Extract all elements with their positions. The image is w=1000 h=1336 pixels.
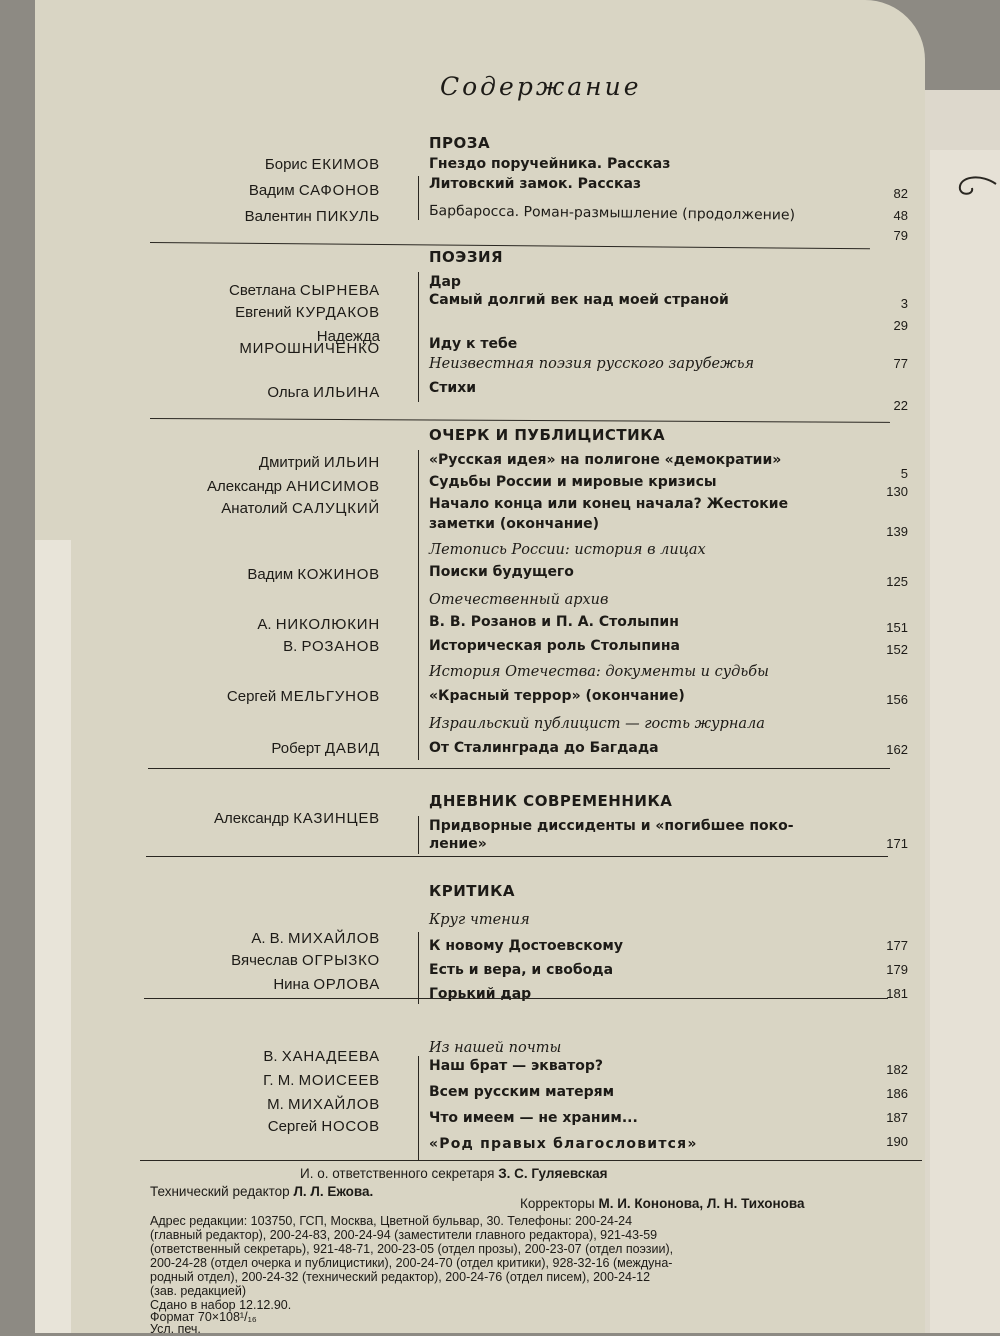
entry-title: Литовский замок. Рассказ xyxy=(429,176,642,192)
section-heading-dnevnik: ДНЕВНИК СОВРЕМЕННИКА xyxy=(429,792,673,810)
author: М. МИХАЙЛОВ xyxy=(267,1096,380,1113)
section-divider xyxy=(140,1160,922,1161)
author: Анатолий САЛУЦКИЙ xyxy=(221,500,380,517)
entry-title: «Красный террор» (окончание) xyxy=(429,688,685,704)
page-number: 79 xyxy=(893,228,908,243)
page-number: 152 xyxy=(886,642,908,657)
entry-title-continued: ление» xyxy=(429,836,487,852)
author: Светлана СЫРНЕВА xyxy=(229,282,380,299)
entry-title: Самый долгий век над моей страной xyxy=(429,292,729,308)
entry-title: Барбаросса. Роман-размышление (продолжение) xyxy=(428,203,796,224)
entry-title: Судьбы России и мировые кризисы xyxy=(429,474,717,490)
entry-title: К новому Достоевскому xyxy=(429,938,623,954)
rubric: Из нашей почты xyxy=(429,1040,562,1056)
print-info: Формат 70×108¹/₁₆ xyxy=(150,1310,257,1324)
column-bar xyxy=(418,816,419,854)
entry-title: Горький дар xyxy=(429,986,532,1002)
page-number: 179 xyxy=(886,962,908,977)
page-number: 82 xyxy=(893,186,908,201)
author: МИРОШНИЧЕНКО xyxy=(239,340,380,357)
page-number: 177 xyxy=(886,938,908,953)
entry-title: Дар xyxy=(429,274,461,290)
entry-title: Наш брат — экватор? xyxy=(429,1058,603,1074)
page-number: 182 xyxy=(886,1062,908,1077)
column-bar xyxy=(418,450,419,760)
page-number: 77 xyxy=(893,356,908,371)
author: Александр КАЗИНЦЕВ xyxy=(214,810,380,827)
page-number: 3 xyxy=(900,296,908,311)
address-line: Адрес редакции: 103750, ГСП, Москва, Цветной бульвар, 30. Телефоны: 200-24-24 xyxy=(150,1214,633,1228)
author: Вадим САФОНОВ xyxy=(248,182,380,199)
entry-title: Поиски будущего xyxy=(429,564,574,580)
entry-title: Стихи xyxy=(429,380,477,396)
author: В. ХАНАДЕЕВА xyxy=(263,1048,380,1065)
column-bar xyxy=(418,932,419,1004)
address-line: 200-24-28 (отдел очерка и публицистики), 200-24-70 (отдел критики), 928-32-16 (междуна- xyxy=(150,1256,673,1270)
page-number: 151 xyxy=(886,620,908,635)
page-number: 162 xyxy=(886,742,908,757)
page-number: 5 xyxy=(900,466,908,481)
entry-title: Всем русским матерям xyxy=(429,1084,615,1100)
author: А. В. МИХАЙЛОВ xyxy=(251,930,380,947)
address-line: (зав. редакцией) xyxy=(150,1284,247,1298)
entry-title-continued: заметки (окончание) xyxy=(429,516,600,532)
rubric: Израильский публицист — гость журнала xyxy=(429,716,765,732)
page-number: 48 xyxy=(893,208,908,223)
column-bar xyxy=(418,176,419,220)
page-number: 171 xyxy=(886,836,908,851)
section-heading-ocherk: ОЧЕРК И ПУБЛИЦИСТИКА xyxy=(429,426,666,444)
author: Сергей НОСОВ xyxy=(267,1118,380,1135)
page-number: 22 xyxy=(893,398,908,413)
page-number: 125 xyxy=(886,574,908,589)
page-number: 187 xyxy=(886,1110,908,1125)
page-title: Содержание xyxy=(440,72,642,101)
author: Ольга ИЛЬИНА xyxy=(267,384,380,401)
decorative-curl-icon xyxy=(952,170,1000,200)
author: Роберт ДАВИД xyxy=(271,740,380,757)
author: Сергей МЕЛЬГУНОВ xyxy=(226,688,380,705)
entry-title: В. В. Розанов и П. А. Столыпин xyxy=(429,614,679,630)
entry-title: От Сталинграда до Багдада xyxy=(429,740,659,756)
section-heading-poeziya: ПОЭЗИЯ xyxy=(429,248,504,266)
print-info: Усл. печ. xyxy=(150,1322,201,1336)
entry-title: Есть и вера, и свобода xyxy=(429,962,614,978)
rubric: Круг чтения xyxy=(429,912,530,928)
author: А. НИКОЛЮКИН xyxy=(257,616,380,633)
rubric: Неизвестная поэзия русского зарубежья xyxy=(429,356,755,372)
entry-title: Начало конца или конец начала? Жестокие xyxy=(429,496,789,512)
author: Евгений КУРДАКОВ xyxy=(235,304,380,321)
author: Г. М. МОИСЕЕВ xyxy=(263,1072,380,1089)
entry-title: Иду к тебе xyxy=(429,336,518,352)
rubric: История Отечества: документы и судьбы xyxy=(429,664,769,680)
section-heading-kritika: КРИТИКА xyxy=(429,882,515,900)
author: Вячеслав ОГРЫЗКО xyxy=(231,952,380,969)
page-number: 130 xyxy=(886,484,908,499)
entry-title: Историческая роль Столыпина xyxy=(429,638,680,654)
background-next-page xyxy=(930,150,1000,1333)
author: Валентин ПИКУЛЬ xyxy=(244,208,380,225)
page-number: 181 xyxy=(886,986,908,1001)
column-bar xyxy=(418,1056,419,1160)
address-line: родный отдел), 200-24-32 (технический редактор), 200-24-76 (отдел писем), 200-24-12 xyxy=(150,1270,651,1284)
entry-title: «Род правых благословится» xyxy=(429,1136,698,1152)
entry-title: Придворные диссиденты и «погибшее поко- xyxy=(429,818,794,834)
section-divider xyxy=(148,768,890,769)
entry-title: «Русская идея» на полигоне «демократии» xyxy=(429,452,782,468)
page-edge xyxy=(35,540,71,1333)
page-number: 186 xyxy=(886,1086,908,1101)
page-number: 190 xyxy=(886,1134,908,1149)
author: Борис ЕКИМОВ xyxy=(264,156,380,173)
rubric: Летопись России: история в лицах xyxy=(429,542,706,558)
entry-title: Гнездо поручейника. Рассказ xyxy=(429,156,671,172)
column-bar xyxy=(418,272,419,402)
address-line: (ответственный секретарь), 921-48-71, 200-23-05 (отдел прозы), 200-23-07 (отдел поэзии), xyxy=(150,1242,674,1256)
author: В. РОЗАНОВ xyxy=(283,638,380,655)
credit-tech-editor: Технический редактор Л. Л. Ежова. xyxy=(150,1184,374,1199)
author: Дмитрий ИЛЬИН xyxy=(258,454,380,471)
rubric: Отечественный архив xyxy=(429,592,609,608)
author: Александр АНИСИМОВ xyxy=(206,478,380,495)
author: Надежда xyxy=(316,328,380,345)
section-divider xyxy=(144,998,888,999)
credit-proofreaders: Корректоры М. И. Кононова, Л. Н. Тихонова xyxy=(520,1196,805,1211)
author: Нина ОРЛОВА xyxy=(273,976,380,993)
entry-title: Что имеем — не храним... xyxy=(429,1110,638,1126)
page-number: 29 xyxy=(893,318,908,333)
credit-secretary: И. о. ответственного секретаря З. С. Гуляевская xyxy=(300,1166,608,1181)
page-number: 156 xyxy=(886,692,908,707)
page-number: 139 xyxy=(886,524,908,539)
author: Вадим КОЖИНОВ xyxy=(247,566,380,583)
section-divider xyxy=(146,856,888,857)
address-line: (главный редактор), 200-24-83, 200-24-94 (заместители главного редактора), 921-43-59 xyxy=(150,1228,658,1242)
print-info: Сдано в набор 12.12.90. xyxy=(150,1298,292,1312)
section-heading-proza: ПРОЗА xyxy=(429,134,491,152)
